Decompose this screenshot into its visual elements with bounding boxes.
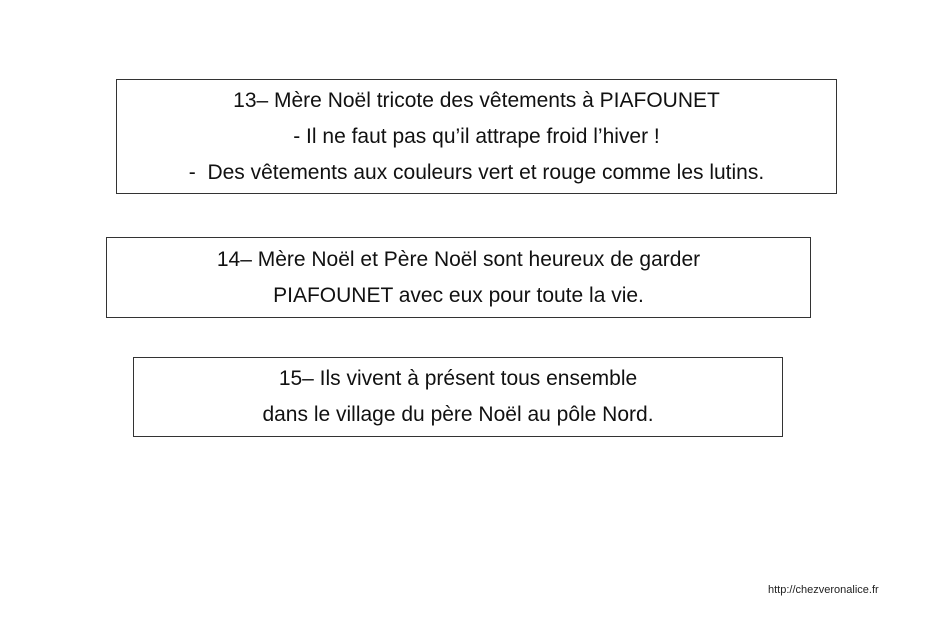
card-15-line-2: dans le village du père Noël au pôle Nord. [262, 403, 654, 426]
card-14-line-2: PIAFOUNET avec eux pour toute la vie. [273, 283, 644, 307]
card-13-line-2: - Il ne faut pas qu’il attrape froid l’hiver ! [293, 124, 660, 148]
card-14-title: 14– Mère Noël et Père Noël sont heureux de garder [216, 247, 701, 271]
source-url: http://chezveronalice.fr [768, 584, 879, 596]
card-13-title: 13– Mère Noël tricote des vêtements à PIAFOUNET [233, 88, 720, 112]
story-card-14 [106, 237, 811, 318]
card-13-line-3: - Des vêtements aux couleurs vert et rouge comme les lutins. [188, 160, 765, 184]
card-15-title: 15– Ils vivent à présent tous ensemble [278, 367, 638, 390]
story-card-13 [116, 79, 837, 194]
story-card-15 [133, 357, 783, 437]
